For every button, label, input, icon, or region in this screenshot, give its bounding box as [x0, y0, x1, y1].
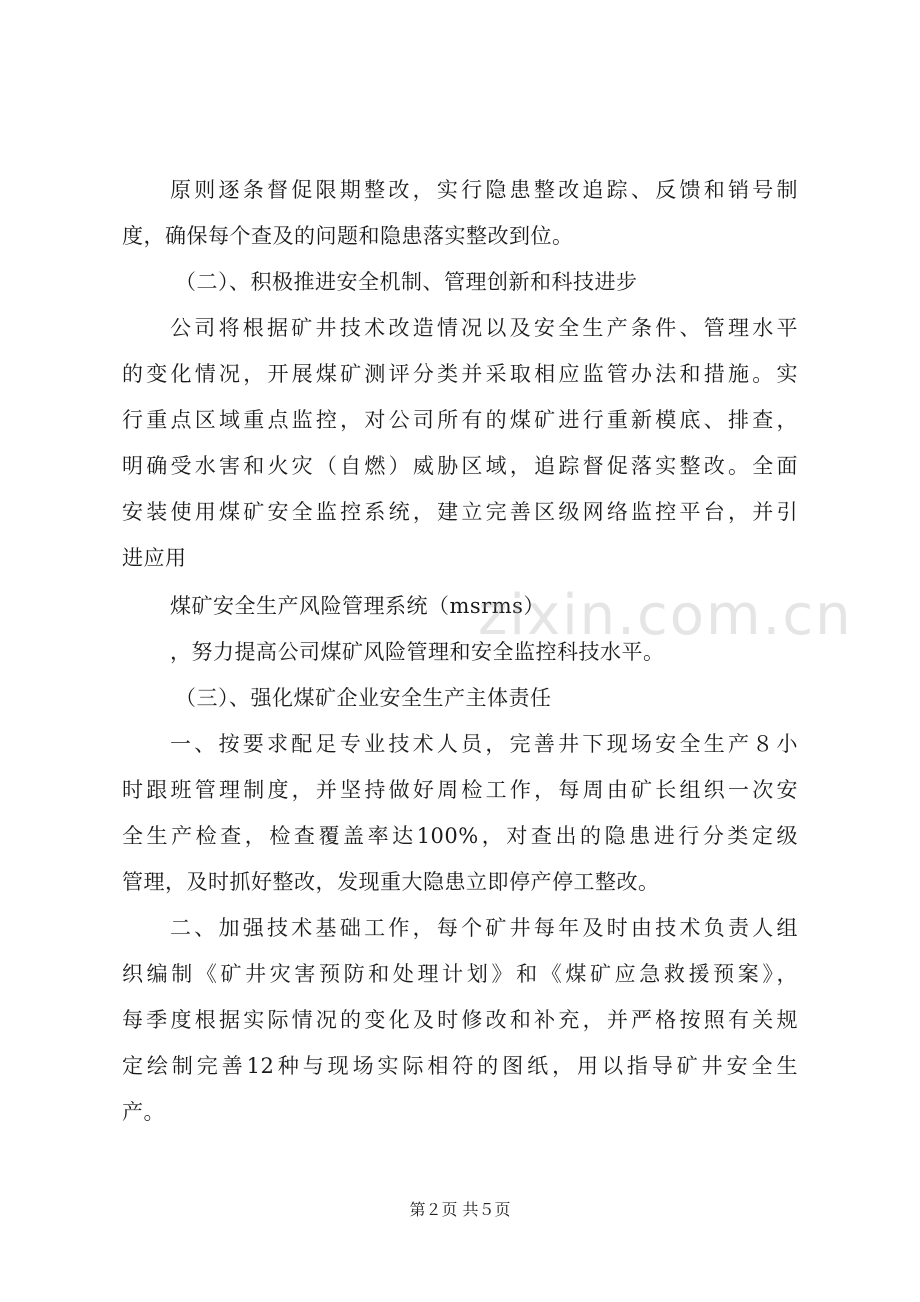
paragraph-line-2: 度，确保每个查及的问题和隐患落实整改到位。: [122, 224, 574, 248]
page-number-footer: 第２页 共５页: [409, 1200, 511, 1219]
paragraph-line-4: 的变化情况，开展煤矿测评分类并采取相应监管办法和措施。实: [122, 362, 798, 386]
watermark: zixin.com.cn: [478, 583, 853, 648]
paragraph-line-8: 进应用: [122, 546, 187, 570]
section-heading-2: （二）、积极推进安全机制、管理创新和科技进步: [175, 270, 638, 294]
paragraph-line-5: 行重点区域重点监控，对公司所有的煤矿进行重新模底、排查，: [122, 408, 798, 432]
paragraph-line-11: 时跟班管理制度，并坚持做好周检工作，每周由矿长组织一次安: [122, 778, 798, 802]
paragraph-line-14: 二、加强技术基础工作，每个矿井每年及时由技术负责人组: [170, 916, 798, 940]
paragraph-line-12: 全生产检查，检查覆盖率达100%，对查出的隐患进行分类定级: [122, 824, 798, 848]
paragraph-line-1: 原则逐条督促限期整改，实行隐患整改追踪、反馈和销号制: [170, 178, 798, 202]
system-name-line: 煤矿安全生产风险管理系统（msrms）: [170, 594, 545, 618]
paragraph-line-3: 公司将根据矿井技术改造情况以及安全生产条件、管理水平: [170, 316, 798, 340]
paragraph-line-9: ，努力提高公司煤矿风险管理和安全监控科技水平。: [170, 640, 665, 664]
paragraph-line-7: 安装使用煤矿安全监控系统，建立完善区级网络监控平台，并引: [122, 500, 798, 524]
paragraph-line-18: 产。: [122, 1100, 165, 1124]
paragraph-line-15: 织编制《矿井灾害预防和处理计划》和《煤矿应急救援预案》，: [122, 962, 798, 986]
section-heading-3: （三）、强化煤矿企业安全生产主体责任: [175, 686, 552, 710]
paragraph-line-10: 一、按要求配足专业技术人员，完善井下现场安全生产８小: [170, 732, 798, 756]
paragraph-line-16: 每季度根据实际情况的变化及时修改和补充，并严格按照有关规: [122, 1008, 798, 1032]
paragraph-line-17: 定绘制完善12种与现场实际相符的图纸，用以指导矿井安全生: [122, 1054, 798, 1078]
paragraph-line-13: 管理，及时抓好整改，发现重大隐患立即停产停工整改。: [122, 870, 660, 894]
paragraph-line-6: 明确受水害和火灾（自燃）威胁区域，追踪督促落实整改。全面: [122, 454, 798, 478]
